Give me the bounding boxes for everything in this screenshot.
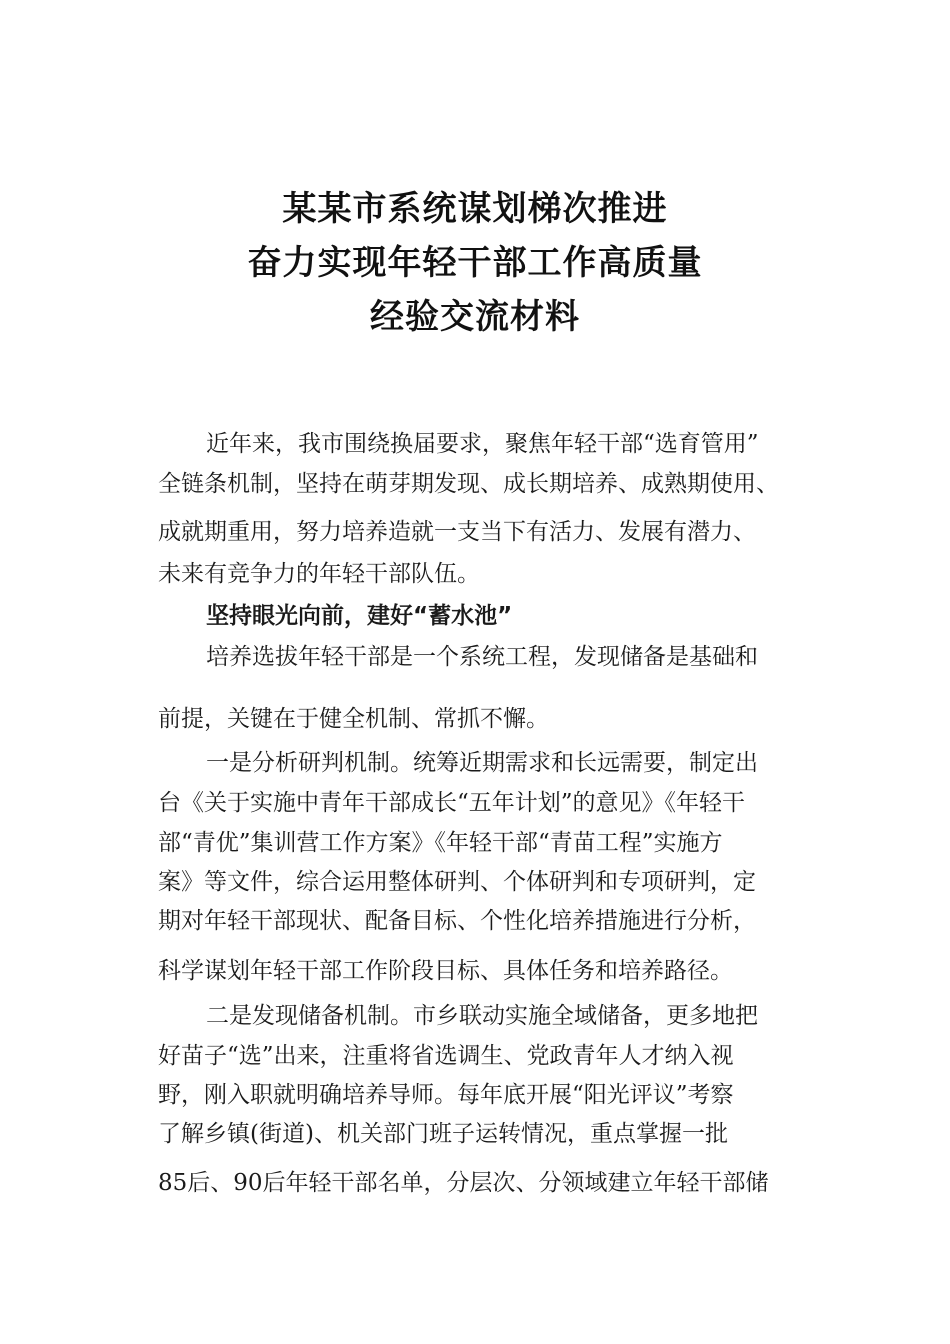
point2-line-4: 了解乡镇(街道)、机关部门班子运转情况，重点掌握一批 — [158, 1121, 728, 1147]
point1-line-3: 部“青优”集训营工作方案》《年轻干部“青苗工程”实施方 — [158, 830, 723, 856]
point1-line-4: 案》等文件，综合运用整体研判、个体研判和专项研判，定 — [158, 869, 756, 895]
point2-line-5: 85后、90后年轻干部名单，分层次、分领域建立年轻干部储 — [158, 1170, 769, 1196]
point1-line-1: 一是分析研判机制。统筹近期需求和长远需要，制定出 — [206, 750, 758, 776]
section-line-2: 前提，关键在于健全机制、常抓不懈。 — [158, 706, 549, 732]
title-line-1: 某某市系统谋划梯次推进 — [282, 189, 668, 229]
point2-line-1: 二是发现储备机制。市乡联动实施全域储备，更多地把 — [206, 1003, 758, 1029]
intro-line-2: 全链条机制，坚持在萌芽期发现、成长期培养、成熟期使用、 — [158, 471, 779, 497]
point1-line-2: 台《关于实施中青年干部成长“五年计划”的意见》《年轻干 — [158, 790, 746, 816]
title-line-2: 奋力实现年轻干部工作高质量 — [247, 243, 703, 283]
section-line-1: 培养选拔年轻干部是一个系统工程，发现储备是基础和 — [206, 644, 758, 670]
title-line-3: 经验交流材料 — [370, 297, 580, 337]
intro-line-1: 近年来，我市围绕换届要求，聚焦年轻干部“选育管用” — [206, 431, 759, 457]
point2-line-3: 野，刚入职就明确培养导师。每年底开展“阳光评议”考察 — [158, 1082, 734, 1108]
point1-line-6: 科学谋划年轻干部工作阶段目标、具体任务和培养路径。 — [158, 958, 733, 984]
point2-line-2: 好苗子“选”出来，注重将省选调生、党政青年人才纳入视 — [158, 1043, 734, 1069]
intro-line-4: 未来有竞争力的年轻干部队伍。 — [158, 561, 480, 587]
document-title — [0, 182, 950, 344]
point1-line-5: 期对年轻干部现状、配备目标、个性化培养措施进行分析， — [158, 908, 756, 934]
section-heading: 坚持眼光向前，建好“蓄水池” — [206, 603, 513, 629]
intro-line-3: 成就期重用，努力培养造就一支当下有活力、发展有潜力、 — [158, 519, 756, 545]
